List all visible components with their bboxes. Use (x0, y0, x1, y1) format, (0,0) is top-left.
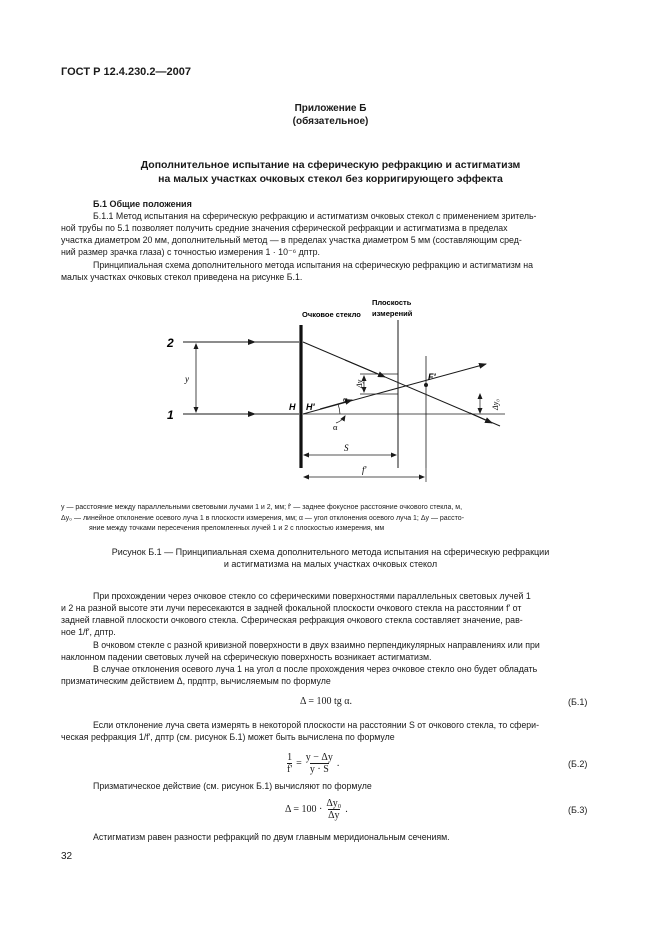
fraction (326, 798, 341, 821)
ray-1-label: 1 (167, 408, 174, 422)
ray-2-refracted-arrow (345, 360, 385, 377)
document-header: ГОСТ Р 12.4.230.2—2007 (61, 66, 191, 78)
legend-line: Δy₀ — линейное отклонение осевого луча 1 в плоскости измерения, мм; α — угол отклонения осевого луча 1; Δy — рассто- (61, 514, 465, 522)
text-line: Принципиальная схема дополнительного метода испытания на сферическую рефракцию и астигматизм на (93, 260, 534, 270)
paragraph-prism (61, 663, 601, 687)
paragraph-prism-calc: Призматическое действие (см. рисунок Б.1) вычисляют по формуле (93, 781, 372, 791)
numerator: y − Δy (305, 752, 333, 763)
alpha-label-bottom: α (333, 422, 338, 432)
paragraph-spherical (61, 590, 601, 638)
paragraph-figure-ref (61, 259, 601, 283)
dy-label: Δy (355, 379, 364, 388)
focal-point (424, 383, 428, 387)
period: . (345, 804, 348, 815)
text-line: ное 1/f', дптр. (61, 627, 116, 637)
denominator: f' (287, 764, 293, 775)
ray-2-label: 2 (167, 336, 174, 350)
denominator: Δy (328, 810, 340, 821)
section-heading: Б.1 Общие положения (93, 199, 192, 209)
text-line: ческая рефракция 1/f', дптр (см. рисунок Б.1) может быть вычислена по формуле (61, 732, 395, 742)
legend-line: яние между точками пересечения преломленных лучей 1 и 2 с плоскостью измерения, мм (89, 525, 385, 532)
caption-line-2: и астигматизма на малых участках очковых стекол (223, 559, 438, 569)
text-line: малых участках очковых стекол приведена на рисунке Б.1. (61, 272, 303, 282)
annex-main-title (0, 158, 661, 186)
text-line: ний размер зрачка глаза) с точностью измерения 1 · 10⁻⁶ дптр. (61, 247, 320, 257)
title-line-1: Дополнительное испытание на сферическую рефракцию и астигматизм (140, 159, 521, 171)
formula-b1: Δ = 100 tg α. (300, 696, 353, 707)
period: . (336, 758, 340, 769)
paragraph-refraction (61, 719, 601, 743)
text-line: Б.1.1 Метод испытания на сферическую рефракцию и астигматизм очковых стекол с применением зритель- (93, 211, 537, 221)
numerator: 1 (287, 752, 293, 763)
optical-diagram (0, 290, 661, 500)
figure-caption (0, 546, 661, 570)
alpha-label-top: α (343, 394, 348, 404)
s-label: S (344, 443, 349, 453)
text-line: В случае отклонения осевого луча 1 на угол α после прохождения через очковое стекло оно будет обладать (93, 664, 538, 674)
text-line: призматическим действием Δ, прдптр, вычисляемым по формуле (61, 676, 331, 686)
title-line-2: на малых участках очковых стекол без корригирующего эффекта (158, 173, 503, 185)
alpha-arc (338, 404, 340, 414)
text-line: задней главной плоскости очкового стекла. Сферическая рефракция очкового стекла составляет значение, рав- (61, 615, 523, 625)
text-line: Если отклонение луча света измерять в некоторой плоскости на расстоянии S от очкового стекла, то сфери- (93, 720, 540, 730)
numerator: Δy₀ (326, 798, 342, 809)
equals-sign: = (296, 758, 302, 769)
annex-title: Приложение Б (294, 103, 367, 114)
denominator: y · S (309, 764, 329, 775)
text-line: наклонном падении световых лучей на сферическую поверхность возникает астигматизм. (61, 652, 432, 662)
fraction-left (287, 752, 292, 775)
text-line: участка диаметром 20 мм, дополнительный метод — в пределах участка диаметром 5 мм (составляющим сред- (61, 235, 522, 245)
y-label: y (185, 374, 189, 384)
figure-legend (61, 503, 601, 535)
text-line: При прохождении через очковое стекло со сферическими поверхностями параллельных световых лучей 1 (93, 591, 531, 601)
paragraph-conclusion: Астигматизм равен разности рефракций по двум главным меридиональным сечениям. (93, 832, 450, 842)
annex-heading (0, 102, 661, 128)
text-line: и 2 на разной высоте эти лучи пересекаются в задней фокальной плоскости очкового стекла на расстоянии f' от (61, 603, 522, 613)
legend-line: y — расстояние между параллельными световыми лучами 1 и 2, мм; f' — заднее фокусное расстояние очкового стекла, м, (61, 504, 463, 511)
formula-b2 (287, 752, 339, 775)
paragraph-astigmatism (61, 639, 601, 663)
formula-b3 (285, 798, 348, 821)
fraction-right (306, 752, 333, 775)
lens-label: Очковое стекло (302, 310, 361, 319)
caption-line-1: Рисунок Б.1 — Принципиальная схема дополнительного метода испытания на сферическую рефракции (111, 547, 550, 557)
h-label: H (289, 402, 296, 412)
paragraph-b11 (61, 210, 601, 258)
f-label: f' (362, 465, 367, 475)
text-line: В очковом стекле с разной кривизной поверхности в двух взаимно перпендикулярных направлениях или при (93, 640, 540, 650)
formula-lhs: Δ = 100 · (285, 804, 323, 815)
annex-status: (обязательное) (292, 116, 369, 127)
plane-label-line-2: измерений (372, 309, 413, 318)
page-number: 32 (61, 851, 73, 862)
text-line: ной трубы по 5.1 позволяет получить средние значения сферической рефракции и астигматизма в пределах (61, 223, 508, 233)
h-prime-label: H' (306, 402, 315, 412)
formula-b3-number: (Б.3) (568, 805, 588, 815)
f-prime-point-label: F' (428, 372, 436, 382)
ray-2-exit-arrow (470, 413, 492, 423)
formula-b2-number: (Б.2) (568, 759, 588, 769)
dy0-label: Δy₀ (491, 398, 500, 410)
plane-label-line-1: Плоскость (372, 298, 412, 307)
formula-b1-number: (Б.1) (568, 697, 588, 707)
